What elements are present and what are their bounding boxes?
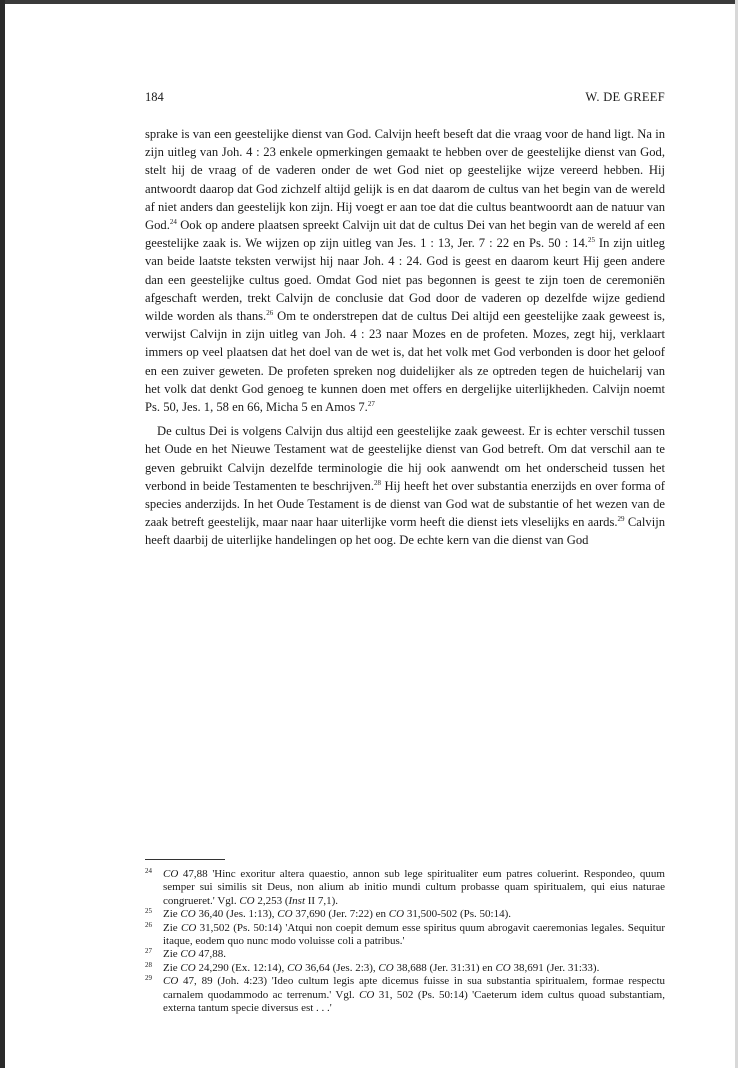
body-paragraph: [145, 125, 665, 416]
footnote-text-run: CO: [287, 961, 303, 974]
page-number: 184: [145, 90, 164, 104]
footnote-number: 29: [145, 974, 152, 983]
footnote-reference[interactable]: 24: [169, 217, 177, 226]
body-text-run: Calvijn heeft daarbij de uiterlijke handelingen op het oog. De echte kern van die dienst van God: [145, 515, 665, 548]
footnote-reference[interactable]: 26: [266, 308, 274, 317]
footnote-number: 26: [145, 920, 152, 929]
footnote-text-run: CO: [163, 975, 179, 988]
footnote-text-run: 31, 502 (Ps. 50:14) 'Caeterum idem cultus quoad substantiam, externa tantum specie diversus est . . .': [163, 988, 665, 1015]
footnote-text-run: CO: [277, 908, 293, 921]
footnote-text-run: 36,40 (Jes. 1:13),: [195, 908, 278, 921]
body-text-run: Om te onderstrepen dat de cultus Dei altijd een geestelijke zaak geweest is, verwijst Calvijn in zijn uitleg van Joh. 4 : 23 naar Mozes en de profeten. Mozes, zegt hij, verklaart immers op veel plaatsen dat het doel van de wet is, dat het volk met God verbonden is door het geloof en een zuiver geweten. De profeten spreken nog duidelijker als ze optreden tegen de huichelarij van het volk dat denkt God genoeg te kunnen doen met offers en dergelijke uiterlijkheden. Calvijn noemt Ps. 50, Jes. 1, 58 en 66, Micha 5 en Amos 7.: [145, 309, 665, 415]
footnote-text-run: Zie: [163, 908, 181, 921]
footnote-text-run: Inst: [288, 894, 306, 907]
footnote-text-run: CO: [239, 894, 255, 907]
running-head: [145, 90, 665, 108]
footnote-number: 24: [145, 867, 152, 875]
footnote-text-run: CO: [388, 908, 405, 921]
footnote-text-run: 24,290 (Ex. 12:14),: [195, 961, 288, 974]
footnote: [145, 868, 665, 908]
scan-edge-top: [0, 0, 738, 4]
footnote-text-run: 47,88.: [195, 948, 226, 961]
footnote-text-run: Zie: [163, 961, 181, 974]
footnote: [145, 948, 665, 961]
footnote-text-run: CO: [181, 921, 197, 934]
footnote-text-run: 47, 89 (Joh. 4:23) 'Ideo cultum legis apte dicemus fuisse in sua substantia spiritualem, formae respectu carnalem quodammodo ac terrenum.' Vgl.: [163, 975, 665, 1001]
footnote-text-run: Zie: [163, 921, 181, 934]
footnote: [145, 908, 665, 921]
footnote-text-run: CO: [163, 868, 179, 880]
footnotes: [145, 868, 665, 1015]
footnote-text-run: 47,88 'Hinc exoritur altera quaestio, annon sub lege spiritualiter eum patres coluerint. Respondeo, quum semper sui similis sit Deus, non alium ab initio mundi cultum probasse quam spiritualem, qui eius naturae congrueret.' Vgl.: [163, 868, 665, 907]
footnote-text-run: Zie: [163, 948, 181, 961]
running-head-author: W. DE GREEF: [585, 90, 665, 104]
footnote-text-run: CO: [180, 908, 196, 921]
footnote-text-run: CO: [495, 961, 511, 974]
footnote-number: 27: [145, 947, 152, 956]
footnote-text-run: 31,500-502 (Ps. 50:14).: [404, 908, 512, 921]
body-paragraph: [145, 422, 665, 549]
body-text-run: Ook op andere plaatsen spreekt Calvijn uit dat de cultus Dei van het begin van de wereld af een geestelijke zaak is. We wijzen op zijn uitleg van Jes. 1 : 13, Jer. 7 : 22 en Ps. 50 : 14.: [145, 218, 665, 251]
footnote-text-run: 36,64 (Jes. 2:3),: [302, 961, 379, 974]
footnote: [145, 962, 665, 975]
footnote-reference[interactable]: 27: [367, 399, 375, 408]
body-text-run: sprake is van een geestelijke dienst van God. Calvijn heeft beseft dat die vraag voor de hand ligt. Na in zijn uitleg van Joh. 4 : 23 enkele opmerkingen gemaakt te hebben over de geestelijke dienst van God, stelt hij de vraag of de vaderen onder de wet God niet op geestelijke wijze vereerd hebben. Hij antwoordt daarop dat God zichzelf altijd gelijk is en dat daarom de cultus van het begin van de wereld af niet anders dan geestelijk kon zijn. Hij voegt er aan toe dat die cultus beantwoordt aan de natuur van God.: [145, 127, 665, 233]
body-text-run: De cultus Dei is volgens Calvijn dus altijd een geestelijke zaak geweest. Er is echter verschil tussen het Oude en het Nieuwe Testament wat de geestelijke dienst van God betreft. Om dat verschil aan te geven gebruikt Calvijn dezelfde terminologie die hij ook aanwendt om het onderscheid tussen het verbond in beide Testamenten te beschrijven.: [145, 424, 665, 493]
footnote: [145, 922, 665, 949]
body-text-run: In zijn uitleg van beide laatste teksten verwijst hij naar Joh. 4 : 24. God is geest en daarom keurt Hij geen andere dan een geestelijke cultus goed. Omdat God niet pas begonnen is geest te zijn toen de ceremoniën afgeschaft werden, trekt Calvijn de conclusie dat God door de vaderen op dezelfde wijze gediend wilde worden als thans.: [145, 236, 665, 324]
footnote-text-run: 38,691 (Jer. 31:33).: [510, 961, 600, 974]
footnote-number: 25: [145, 907, 152, 916]
footnote-reference[interactable]: 25: [587, 236, 595, 245]
footnote-text-run: CO: [180, 961, 196, 974]
footnote-text-run: II 7,1).: [305, 894, 339, 907]
footnote-text-run: CO: [378, 961, 394, 974]
footnote-text-run: 37,690 (Jer. 7:22) en: [292, 908, 389, 921]
footnote-text-run: 31,502 (Ps. 50:14) 'Atqui non coepit demum esse spiritus quum abrogavit caeremonias legales. Sequitur itaque, eodem quo nunc modo voluisse coli a patribus.': [163, 921, 665, 948]
body-text-run: Hij heeft het over substantia enerzijds en over forma of species anderzijds. In het Oude Testament is de dienst van God wat de substantie of het wezen van de zaak betreft geestelijk, maar naar haar uiterlijke vorm heeft die dienst iets vleselijks en aards.: [145, 478, 665, 530]
footnote-reference[interactable]: 28: [374, 478, 382, 487]
footnote-text-run: CO: [180, 948, 196, 961]
footnote-text-run: CO: [359, 988, 375, 1001]
footnote-reference[interactable]: 29: [617, 515, 625, 524]
footnote-text-run: 38,688 (Jer. 31:31) en: [393, 961, 496, 974]
footnote-separator: [145, 859, 225, 860]
footnote-number: 28: [145, 960, 152, 969]
body-text: [145, 125, 665, 550]
footnote: [145, 975, 665, 1015]
footnote-text-run: 2,253 (: [254, 894, 289, 907]
scan-edge-left: [0, 0, 5, 1068]
